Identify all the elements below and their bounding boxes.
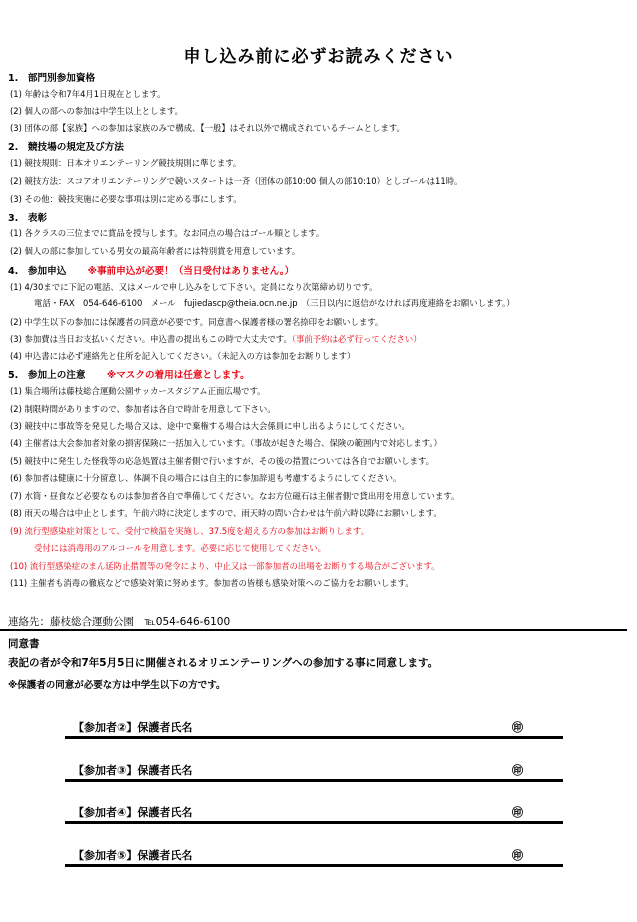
- consent-heading: 同意書: [8, 638, 40, 650]
- list-item: (11) 主催者も消毒の徹底などで感染対策に努めます。参加者の皆様も感染対策へのご協力をお願いします。: [10, 578, 414, 588]
- list-item: (2) 制限時間がありますので、参加者は各自で時計を用意して下さい。: [10, 404, 276, 414]
- list-item: (6) 参加者は健康に十分留意し、体調不良の場合には自主的に参加辞退も考慮するようにしてください。: [10, 473, 402, 483]
- list-item-red-note: （事前予約は必ず行ってください）: [291, 334, 422, 344]
- list-item-text: (3) 参加費は当日お支払いください。申込書の提出もこの時で大丈夫です。: [10, 334, 292, 344]
- seal-mark: ㊞: [512, 849, 523, 862]
- signature-label: 【参加者②】保護者氏名: [73, 721, 193, 734]
- signature-label: 【参加者④】保護者氏名: [73, 806, 193, 819]
- section-heading-note: ※マスクの着用は任意とします。: [106, 370, 250, 381]
- signature-field[interactable]: [65, 803, 563, 824]
- signature-label: 【参加者⑤】保護者氏名: [73, 849, 193, 862]
- list-item: (1) 各クラスの三位までに賞品を授与します。なお同点の場合はゴール順とします。: [10, 228, 325, 238]
- list-item: (2) 競技方法：スコアオリエンテーリングで競いスタートは一斉（団体の部10:00 個人の部10:10）としゴールは11時。: [10, 176, 463, 186]
- divider: [0, 629, 627, 631]
- list-item: (4) 主催者は大会参加者対象の損害保険に一括加入しています。（事故が起きた場合、保険の範囲内で対応します。）: [10, 438, 442, 448]
- list-item: (2) 中学生以下の参加には保護者の同意が必要です。同意書へ保護者様の署名捺印をお願いします。: [10, 317, 384, 327]
- section-heading: [8, 367, 250, 381]
- consent-text: 表記の者が令和7年5月5日に開催されるオリエンテーリングへの参加する事に同意します。: [8, 657, 439, 669]
- list-item: (1) 4/30までに下記の電話、又はメールで申し込みをして下さい。定員になり次第締め切りです。: [10, 282, 378, 292]
- seal-mark: ㊞: [512, 764, 523, 777]
- list-item: (5) 競技中に発生した怪我等の応急処置は主催者側で行いますが、その後の措置については各自でお願いします。: [10, 456, 435, 466]
- signature-field[interactable]: [65, 846, 563, 867]
- seal-mark: ㊞: [512, 721, 523, 734]
- consent-note: ※保護者の同意が必要な方は中学生以下の方です。: [8, 680, 226, 691]
- list-item: (9) 流行型感染症対策として、受付で検温を実施し、37.5度を超える方の参加はお断りします。: [10, 526, 369, 536]
- section-heading-text: 4. 参加申込: [8, 266, 67, 277]
- list-item: (8) 雨天の場合は中止とします。午前六時に決定しますので、雨天時の問い合わせは午前六時以降にお願いします。: [10, 508, 442, 518]
- page-title: 申し込み前に必ずお読みください: [183, 47, 454, 67]
- signature-field[interactable]: [65, 761, 563, 782]
- section-heading: [8, 263, 294, 277]
- list-item: 受付には消毒用のアルコールを用意します。必要に応じて使用してください。: [34, 543, 326, 553]
- list-item: (1) 集合場所は藤枝総合運動公園サッカースタジアム正面広場です。: [10, 386, 266, 396]
- list-item: (3) 団体の部【家族】への参加は家族のみで構成、【一般】はそれ以外で構成されているチームとします。: [10, 123, 405, 133]
- section-heading: 1. 部門別参加資格: [8, 73, 96, 84]
- signature-label: 【参加者③】保護者氏名: [73, 764, 193, 777]
- signature-field[interactable]: [65, 718, 563, 739]
- list-item: (2) 個人の部に参加している男女の最高年齢者には特別賞を用意しています。: [10, 246, 301, 256]
- list-item: (1) 競技規則：日本オリエンテーリング競技規則に準じます。: [10, 158, 242, 168]
- list-item: (4) 申込書には必ず連絡先と住所を記入してください。（未記入の方は参加をお断りします）: [10, 351, 356, 361]
- list-item: (3) その他：競技実施に必要な事項は別に定める事にします。: [10, 194, 242, 204]
- list-item: (7) 水筒・昼食など必要なものは参加者各自で準備してください。なお方位磁石は主催者側で貸出用を用意しています。: [10, 491, 460, 501]
- list-item: (3) 競技中に事故等を発見した場合又は、途中で棄権する場合は大会係員に申し出るようにしてください。: [10, 421, 410, 431]
- section-heading: 3. 表彰: [8, 213, 48, 224]
- section-heading: 2. 競技場の規定及び方法: [8, 142, 124, 153]
- list-item: (10) 流行型感染症のまん延防止措置等の発令により、中止又は一部参加者の出場をお断りする場合がございます。: [10, 561, 440, 571]
- contact-info: 連絡先：藤枝総合運動公園 ℡054-646-6100: [8, 616, 231, 628]
- seal-mark: ㊞: [512, 806, 523, 819]
- section-heading-text: 5. 参加上の注意: [8, 370, 86, 381]
- list-item: (2) 個人の部への参加は中学生以上とします。: [10, 106, 183, 116]
- list-item: (1) 年齢は令和7年4月1日現在とします。: [10, 89, 166, 99]
- list-item: [10, 333, 422, 345]
- list-item: 電話・FAX 054-646-6100 メール fujiedascp@theia.ocn.ne.jp （三日以内に返信がなければ再度連絡をお願いします。）: [34, 298, 515, 308]
- section-heading-note: ※事前申込が必要！（当日受付はありません。）: [87, 266, 295, 277]
